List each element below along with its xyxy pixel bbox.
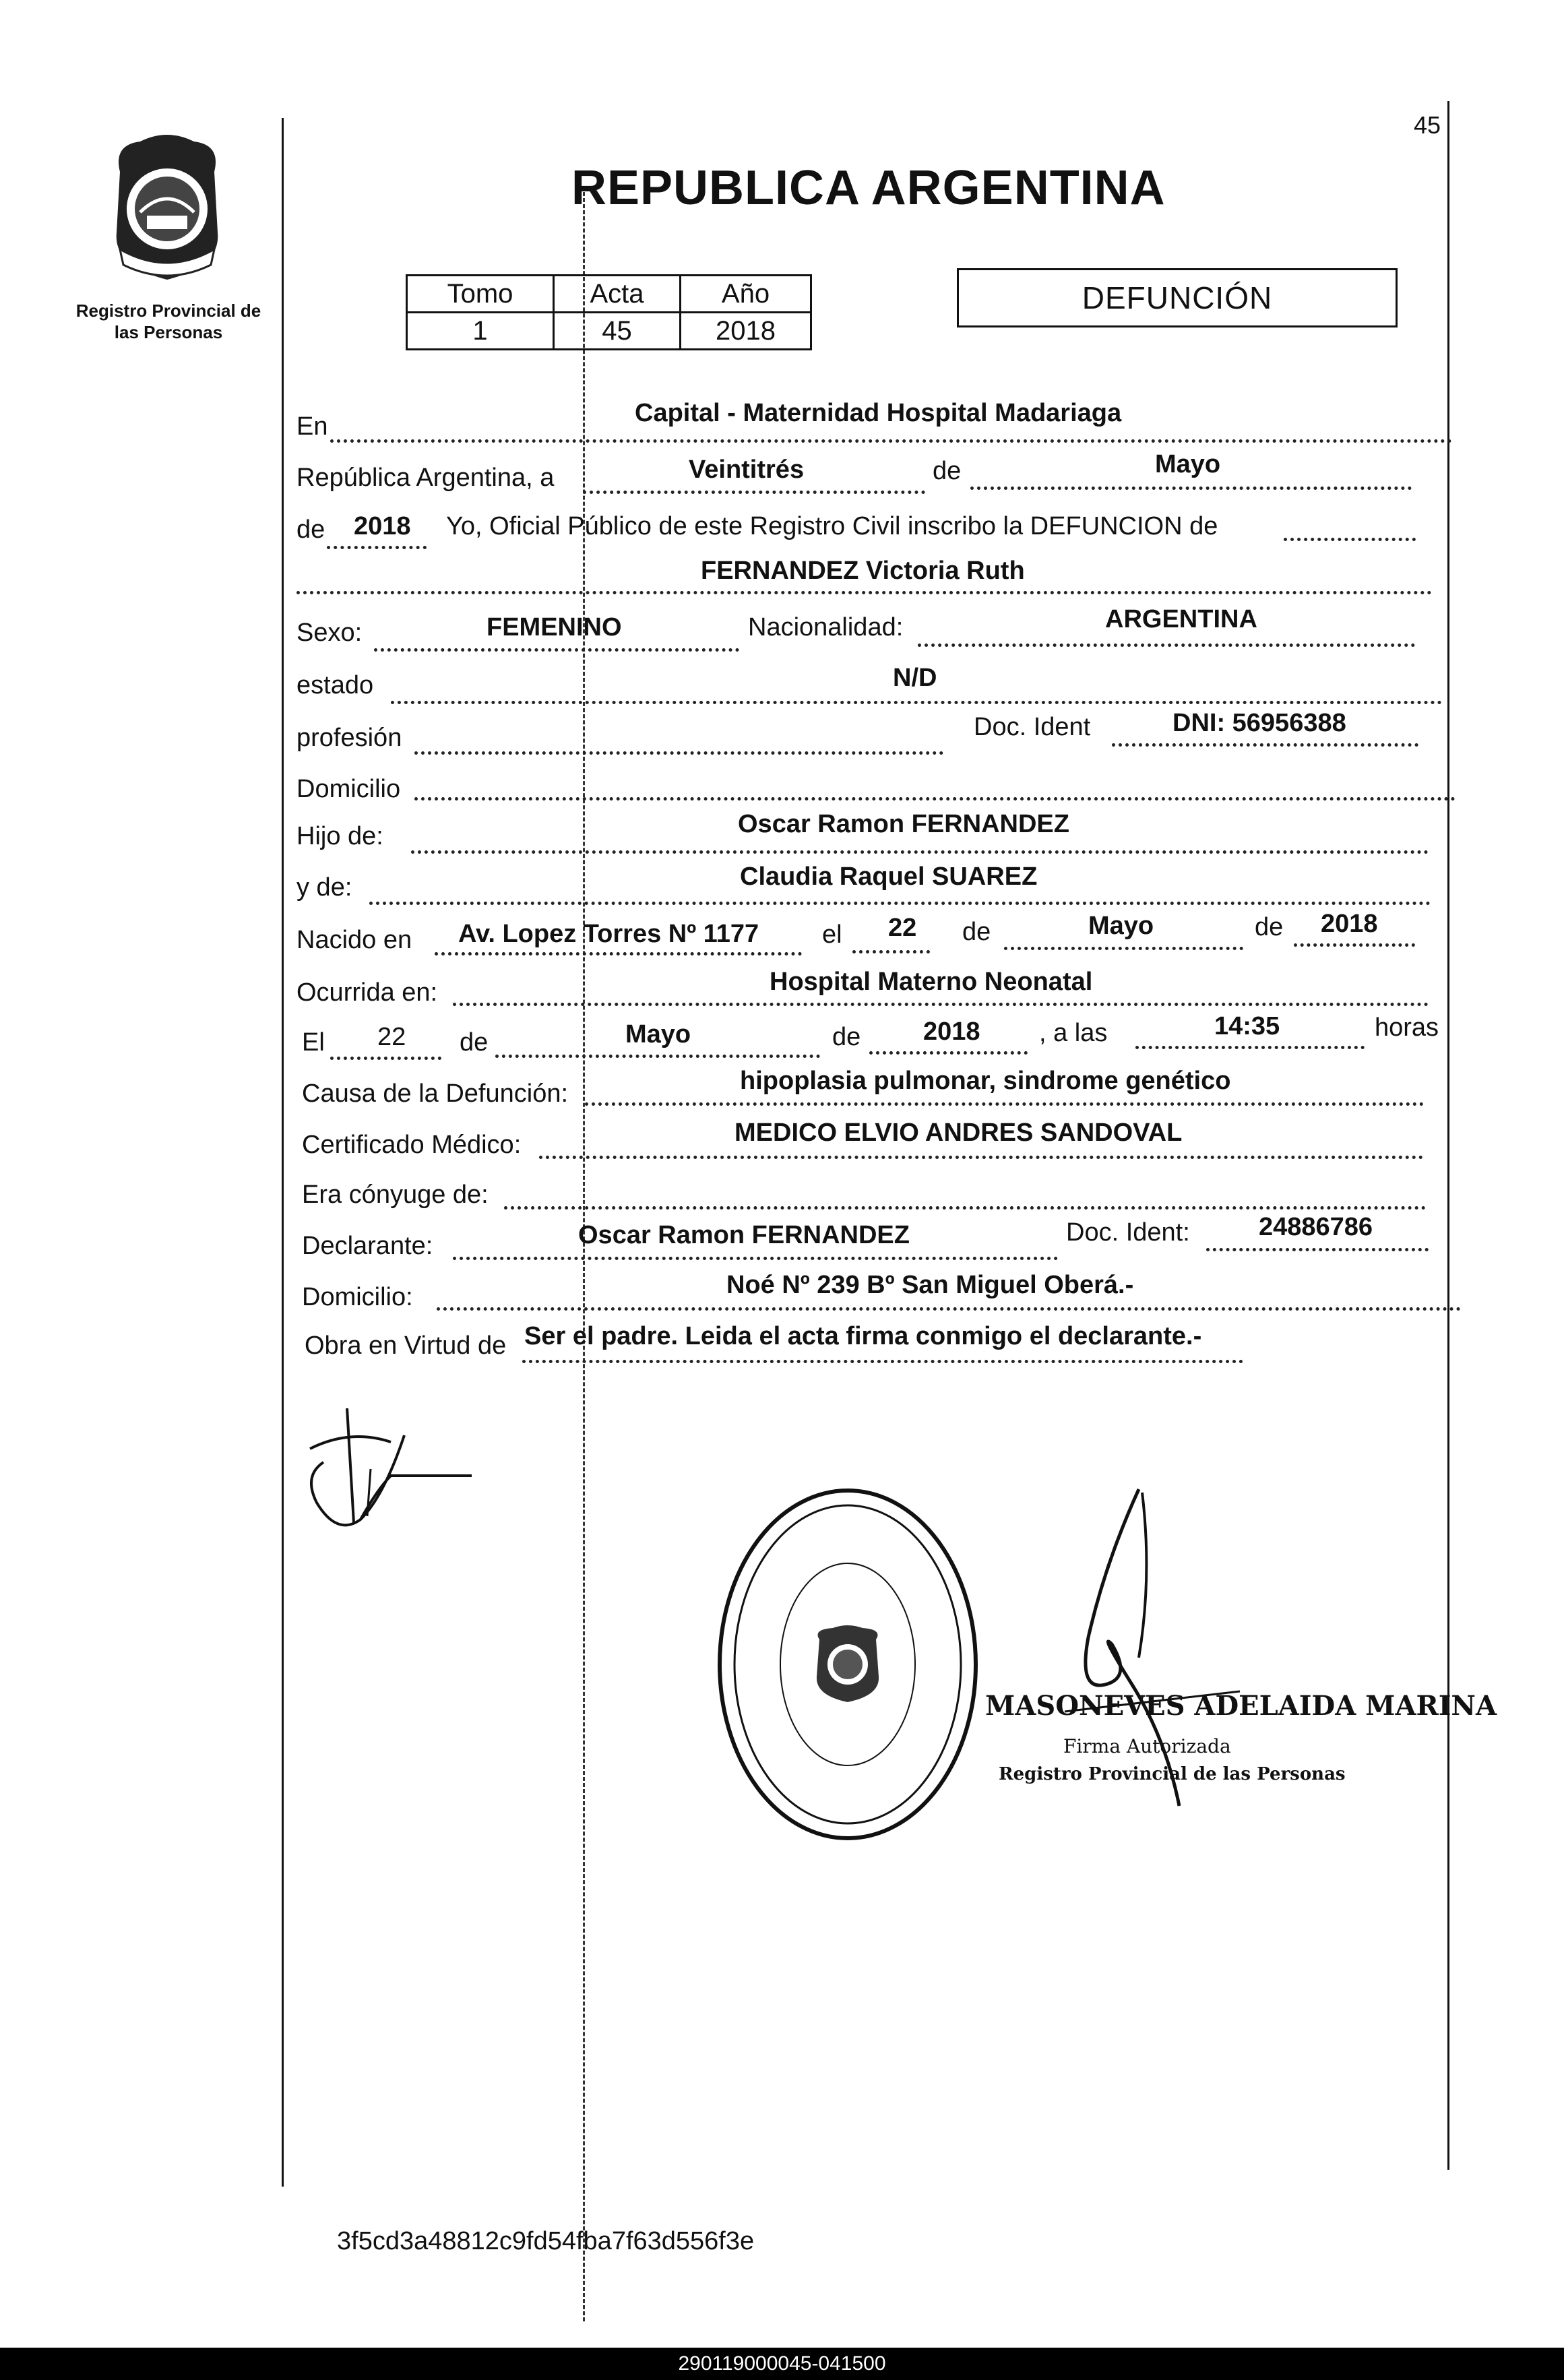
de-label-6: de [832, 1023, 861, 1051]
doc-ident2-value: 24886786 [1259, 1213, 1373, 1241]
doc-ident2-label: Doc. Ident: [1066, 1218, 1190, 1247]
domicilio2-label: Domicilio: [302, 1283, 413, 1311]
acta-header: Acta [554, 276, 681, 313]
death-time: 14:35 [1214, 1012, 1280, 1040]
obra-label: Obra en Virtud de [305, 1332, 507, 1360]
estado-value: N/D [893, 664, 937, 692]
record-type-box: DEFUNCIÓN [957, 268, 1398, 327]
nacido-value: Av. Lopez Torres Nº 1177 [458, 920, 759, 948]
declarante-signature [296, 1402, 485, 1577]
domicilio2-value: Noé Nº 239 Bº San Miguel Oberá.- [726, 1271, 1134, 1299]
nacido-year: 2018 [1321, 910, 1378, 938]
en-label: En [296, 412, 328, 441]
sexo-value: FEMENINO [487, 613, 622, 641]
de-label-1: de [933, 457, 962, 485]
ocurrida-label: Ocurrida en: [296, 978, 438, 1007]
de-label-2: de [296, 515, 325, 544]
table-header-row [407, 276, 811, 313]
de-label-3: de [962, 918, 991, 946]
footer-bar [0, 2348, 1564, 2380]
oficial-text: Yo, Oficial Público de este Registro Civil inscribo la DEFUNCION de [446, 512, 1218, 540]
day-words: Veintitrés [689, 456, 805, 484]
el-label: el [822, 920, 842, 949]
horas-label: horas [1375, 1013, 1439, 1042]
hijo-label: Hijo de: [296, 822, 383, 850]
doc-ident-value: DNI: 56956388 [1172, 709, 1346, 737]
right-border [1447, 101, 1449, 2170]
doc-ident-label: Doc. Ident [974, 713, 1091, 741]
nacido-label: Nacido en [296, 926, 412, 954]
nacionalidad-label: Nacionalidad: [748, 613, 904, 641]
anio-value: 2018 [681, 313, 811, 350]
page-number: 45 [1414, 111, 1441, 139]
death-day: 22 [377, 1023, 406, 1051]
registry-label: Registro Provincial de las Personas [75, 301, 261, 342]
official-seal [713, 1482, 982, 1846]
causa-value: hipoplasia pulmonar, sindrome genético [740, 1067, 1231, 1095]
causa-label: Causa de la Defunción: [302, 1079, 569, 1108]
yde-value: Claudia Raquel SUAREZ [740, 863, 1038, 891]
anio-header: Año [681, 276, 811, 313]
stamp-line2: Firma Autorizada [1063, 1735, 1231, 1757]
stamp-line3: Registro Provincial de las Personas [999, 1764, 1346, 1784]
en-value: Capital - Maternidad Hospital Madariaga [635, 399, 1122, 427]
certificado-label: Certificado Médico: [302, 1131, 522, 1159]
stamp-name: MASONEVES ADELAIDA MARINA [985, 1690, 1497, 1722]
conyuge-label: Era cónyuge de: [302, 1181, 489, 1209]
left-border [282, 118, 284, 2187]
obra-value: Ser el padre. Leida el acta firma conmigo el declarante.- [524, 1322, 1202, 1350]
nacido-day: 22 [888, 914, 917, 942]
declarante-label: Declarante: [302, 1232, 433, 1260]
death-month: Mayo [625, 1020, 691, 1048]
yde-label: y de: [296, 873, 352, 902]
footer-code: 290119000045-041500 [678, 2352, 886, 2375]
document-hash: 3f5cd3a48812c9fd54fba7f63d556f3e [337, 2227, 755, 2255]
acta-value: 45 [554, 313, 681, 350]
hijo-value: Oscar Ramon FERNANDEZ [738, 810, 1069, 838]
nacionalidad-value: ARGENTINA [1105, 605, 1257, 633]
sexo-label: Sexo: [296, 619, 363, 647]
nacido-month: Mayo [1088, 912, 1154, 940]
domicilio-label: Domicilio [296, 775, 401, 803]
year-1: 2018 [354, 512, 411, 540]
ocurrida-value: Hospital Materno Neonatal [770, 968, 1093, 996]
tomo-value: 1 [407, 313, 554, 350]
de-label-5: de [460, 1028, 489, 1057]
table-row [407, 313, 811, 350]
alas-label: , a las [1039, 1019, 1108, 1047]
estado-label: estado [296, 671, 374, 699]
certificado-value: MEDICO ELVIO ANDRES SANDOVAL [734, 1119, 1183, 1147]
deceased-name: FERNANDEZ Victoria Ruth [701, 557, 1025, 585]
republica-label: República Argentina, a [296, 464, 555, 492]
de-label-4: de [1255, 913, 1284, 941]
page-title: REPUBLICA ARGENTINA [571, 161, 1166, 215]
death-year: 2018 [923, 1017, 980, 1046]
month-1: Mayo [1155, 450, 1221, 478]
province-logo [100, 131, 234, 286]
official-signature [1024, 1482, 1280, 1833]
tomo-header: Tomo [407, 276, 554, 313]
el-label-2: El [302, 1028, 325, 1057]
declarante-value: Oscar Ramon FERNANDEZ [578, 1221, 910, 1249]
reference-table [406, 274, 812, 350]
profesion-label: profesión [296, 724, 402, 752]
